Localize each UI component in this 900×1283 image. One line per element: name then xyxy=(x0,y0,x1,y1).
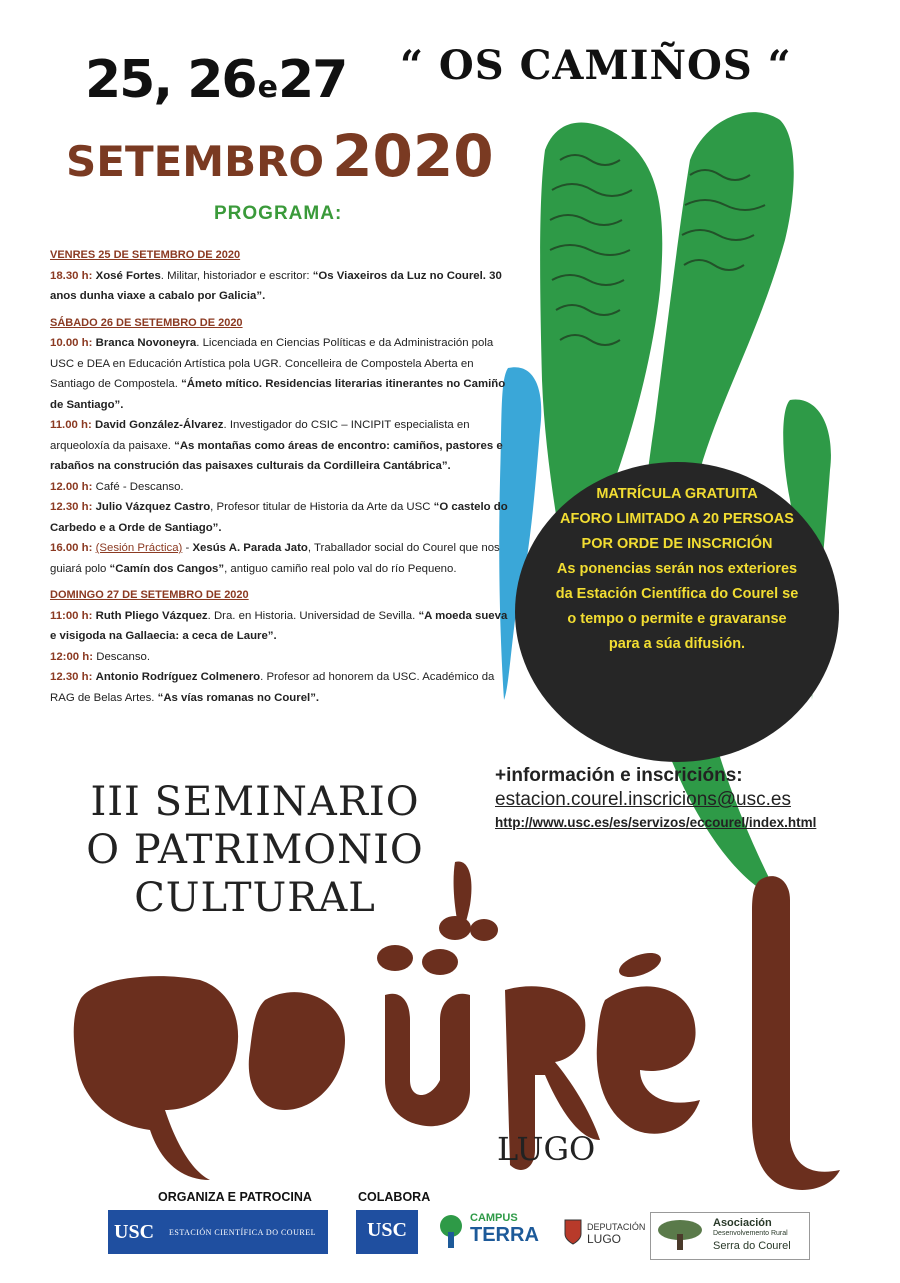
asociacion-serra-logo: Asociación Desenvolvemento Rural Serra do Courel xyxy=(650,1212,810,1260)
info-heading: +información e inscricións: xyxy=(495,765,743,786)
tree-icon xyxy=(436,1212,466,1252)
shield-icon xyxy=(563,1218,583,1246)
theme-title: “ OS CAMIÑOS “ xyxy=(400,42,792,89)
usc-estacion-logo: USC ESTACIÓN CIENTÍFICA DO COUREL xyxy=(108,1210,328,1254)
dates-main: 25, 26 xyxy=(85,50,256,110)
lugo-label: LUGO xyxy=(497,1130,596,1168)
program-item: 16.00 h: (Sesión Práctica) - Xesús A. Parada Jato, Traballador social do Courel que nos guiará polo “Camín dos Cangos”, antiguo camiño real polo val do río Pequeno. xyxy=(50,542,500,575)
program-item: 12.30 h: Antonio Rodríguez Colmenero. Profesor ad honorem da USC. Académico da RAG de Belas Artes. “As vías romanas no Courel”. xyxy=(50,671,495,704)
day-heading: SÁBADO 26 DE SETEMBRO DE 2020 xyxy=(50,316,243,329)
email-link[interactable]: estacion.courel.inscricions@usc.es xyxy=(495,789,791,810)
program-item: 18.30 h: Xosé Fortes. Militar, historiador e escritor: “Os Viaxeiros da Luz no Courel. 30 anos dunha viaxe a cabalo por Galicia”. xyxy=(50,269,502,302)
day-heading: DOMINGO 27 DE SETEMBRO DE 2020 xyxy=(50,589,249,601)
programa-heading: PROGRAMA: xyxy=(214,203,343,224)
colabora-label: COLABORA xyxy=(358,1190,431,1204)
usc-logo: USC xyxy=(356,1210,418,1254)
campus-terra-logo: CAMPUS TERRA xyxy=(436,1208,550,1254)
year: 2020 xyxy=(332,122,494,190)
notice-text: MATRÍCULA GRATUITA AFORO LIMITADO A 20 PERSOAS POR ORDE DE INSCRICIÓN As ponencias serán nos exteriores da Estación Científica do Courel se o tempo o permite e gravaranse para a súa difusión. xyxy=(555,486,799,652)
program-item: 11:00 h: Ruth Pliego Vázquez. Dra. en Historia. Universidad de Sevilla. “A moeda sueva e visigoda na Gallaecia: a ceca de Laure”. xyxy=(50,609,508,642)
program-item: 10.00 h: Branca Novoneyra. Licenciada en Ciencias Políticas e da Administración pola USC e DEA en Educación Artística pola UGR. Concelleira de Compostela Aberta en Santiago de Compostela. “Ámeto mítico. Residencias literarias itinerantes no Camiño de Santiago”. xyxy=(50,337,506,411)
contact-info xyxy=(495,765,816,830)
event-dates xyxy=(85,50,346,110)
month: SETEMBRO xyxy=(66,137,325,186)
program-list xyxy=(50,245,512,708)
seminar-title: III SEMINARIO O PATRIMONIO CULTURAL xyxy=(86,779,424,921)
organiza-label: ORGANIZA E PATROCINA xyxy=(158,1190,312,1204)
dates-last: 27 xyxy=(277,50,347,110)
month-year xyxy=(66,122,494,190)
program-item: 12:00 h: Descanso. xyxy=(50,650,151,663)
dates-conjunction: e xyxy=(257,70,276,105)
deputacion-lugo-logo: DEPUTACIÓN LUGO xyxy=(563,1216,633,1256)
website-link[interactable]: http://www.usc.es/es/servizos/eccourel/index.html xyxy=(495,815,817,830)
program-item: 12.30 h: Julio Vázquez Castro, Profesor titular de Historia da Arte da USC “O castelo do Carbedo e a Orde de Santiago”. xyxy=(50,501,508,534)
program-item: 11.00 h: David González-Álvarez. Investigador do CSIC – INCIPIT especialista en arqueoloxía da paisaxe. “As montañas como áreas de encontro: camiños, pastores e rabaños na construción das paisaxes culturais da Cordilleira Cantábrica”. xyxy=(50,419,503,472)
day-heading: VENRES 25 DE SETEMBRO DE 2020 xyxy=(50,249,241,261)
program-item: 12.00 h: Café - Descanso. xyxy=(50,480,184,493)
tree-icon xyxy=(655,1216,705,1256)
